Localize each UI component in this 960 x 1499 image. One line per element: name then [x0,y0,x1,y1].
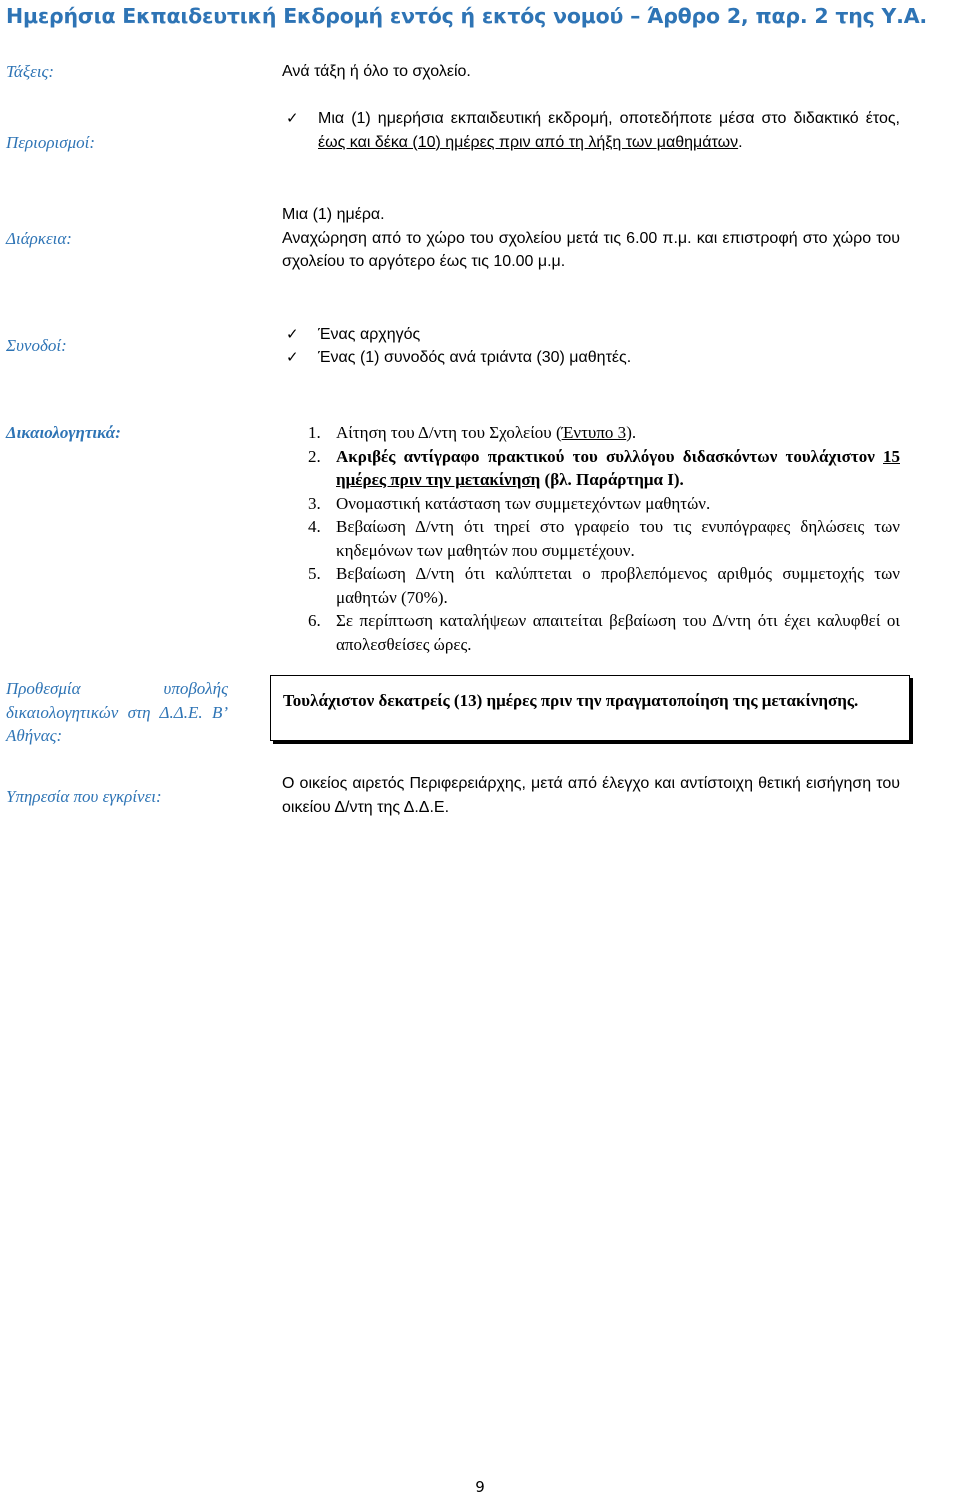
check-icon: ✓ [286,348,299,366]
classes-value: Ανά τάξη ή όλο το σχολείο. [282,63,471,80]
deadline-box [270,675,910,741]
duration-line1: Μια (1) ημέρα. [282,206,385,223]
documents-label: Δικαιολογητικά: [6,423,121,442]
duration-line2: Αναχώρηση από το χώρο του σχολείου μετά τις 6.00 π.μ. και επιστροφή στο χώρο του σχολείου το αργότερο έως τις 10.00 μ.μ. [282,229,900,270]
approval-label: Υπηρεσία που εγκρίνει: [6,787,162,806]
escort-item-1: ✓ Ένας αρχηγός [286,323,900,347]
duration-value [282,203,900,274]
deadline-label: Προθεσμία υποβολής δικαιολογητικών στη Δ.Δ.Ε. Β’ Αθήνας: [6,679,228,745]
restrictions-item [286,107,900,154]
deadline-value: Τουλάχιστον δεκατρείς (13) ημέρες πριν την πραγματοποίηση της μετακίνησης. [283,691,859,710]
form-3-link[interactable]: Έντυπο 3 [561,423,627,442]
list-item: 5. Βεβαίωση Δ/ντη ότι καλύπτεται ο προβλεπόμενος αριθμός συμμετοχής των μαθητών (70%). [308,564,900,607]
approval-value: Ο οικείος αιρετός Περιφερειάρχης, μετά από έλεγχο και αντίστοιχη θετική εισήγηση του οικείου Δ/ντη της Δ.Δ.Ε. [282,775,900,816]
duration-label: Διάρκεια: [6,229,72,248]
check-icon: ✓ [286,325,299,343]
page-number: 9 [475,1478,485,1496]
escorts-label: Συνοδοί: [6,336,67,355]
restrictions-underlined: έως και δέκα (10) ημέρες πριν από τη λήξη των μαθημάτων [318,133,739,151]
check-icon: ✓ [286,109,299,127]
list-item: 3. Ονομαστική κατάσταση των συμμετεχόντων μαθητών. [308,493,711,513]
document-title: Ημερήσια Εκπαιδευτική Εκδρομή εντός ή εκτός νομού – Άρθρο 2, παρ. 2 της Υ.Α. [6,4,927,28]
restrictions-label: Περιορισμοί: [6,133,96,152]
list-item: 4. Βεβαίωση Δ/ντη ότι τηρεί στο γραφείο του τις ενυπόγραφες δηλώσεις των κηδεμόνων των μαθητών που συμμετέχουν. [308,517,900,560]
restrictions-text: Μια (1) ημερήσια εκπαιδευτική εκδρομή, οποτεδήποτε μέσα στο διδακτικό έτος, έως και δέκα (10) ημέρες πριν από τη λήξη των μαθημάτων. [318,110,900,151]
list-item: 6. Σε περίπτωση καταλήψεων απαιτείται βεβαίωση του Δ/ντη ότι έχει καλυφθεί οι απολεσθείσες ώρες. [308,611,900,654]
documents-list [300,421,900,656]
list-item: 1. Αίτηση του Δ/ντη του Σχολείου (Έντυπο 3). [308,423,637,442]
classes-label: Τάξεις: [6,62,55,81]
list-item: 2. Ακριβές αντίγραφο πρακτικού του συλλόγου διδασκόντων τουλάχιστον 15 ημέρες πριν την μετακίνηση (βλ. Παράρτημα Ι). [308,446,900,489]
escort-item-2: ✓ Ένας (1) συνοδός ανά τριάντα (30) μαθητές. [286,346,900,370]
